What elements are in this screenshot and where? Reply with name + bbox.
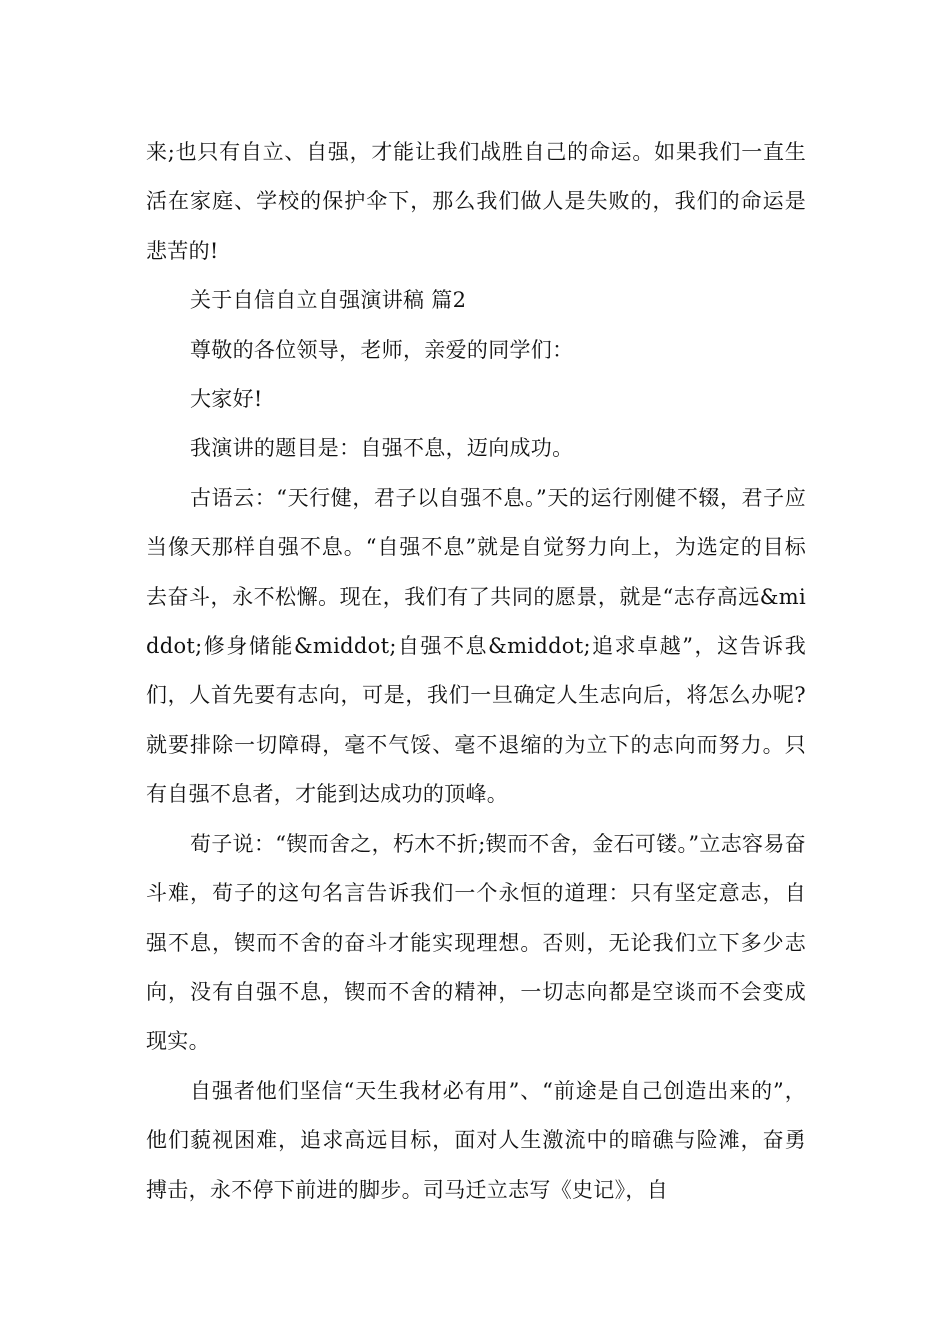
paragraph-ancient-saying: 古语云：“天行健，君子以自强不息。”天的运行刚健不辍，君子应当像天那样自强不息。“自强不息”就是自觉努力向上，为选定的目标去奋斗，永不松懈。现在，我们有了共同的愿景，就是“志存高远&middot;修身储能&middot;自强不息&middot;追求卓越”，这告诉我们，人首先要有志向，可是，我们一旦确定人生志向后，将怎么办呢?就要排除一切障碍，毫不气馁、毫不退缩的为立下的志向而努力。只有自强不息者，才能到达成功的顶峰。 [146,485,806,807]
paragraph-self-strengthening: 自强者他们坚信“天生我材必有用”、“前途是自己创造出来的”，他们藐视困难，追求高远目标，面对人生激流中的暗礁与险滩，奋勇搏击，永不停下前进的脚步。司马迁立志写《史记》，自 [146,1078,806,1202]
paragraph-xunzi: 荀子说：“锲而舍之，朽木不折;锲而不舍，金石可镂。”立志容易奋斗难，荀子的这句名言告诉我们一个永恒的道理：只有坚定意志，自强不息，锲而不舍的奋斗才能实现理想。否则，无论我们立下多少志向，没有自强不息，锲而不舍的精神，一切志向都是空谈而不会变成现实。 [146,831,806,1054]
speech-title: 关于自信自立自强演讲稿 篇2 [190,288,467,313]
speech-topic: 我演讲的题目是：自强不息，迈向成功。 [190,436,574,461]
greeting: 大家好! [190,387,263,412]
document-body [146,128,806,1215]
salutation: 尊敬的各位领导，老师，亲爱的同学们： [190,337,574,362]
paragraph-continuation: 来;也只有自立、自强，才能让我们战胜自己的命运。如果我们一直生活在家庭、学校的保护伞下，那么我们做人是失败的，我们的命运是悲苦的! [146,140,806,263]
